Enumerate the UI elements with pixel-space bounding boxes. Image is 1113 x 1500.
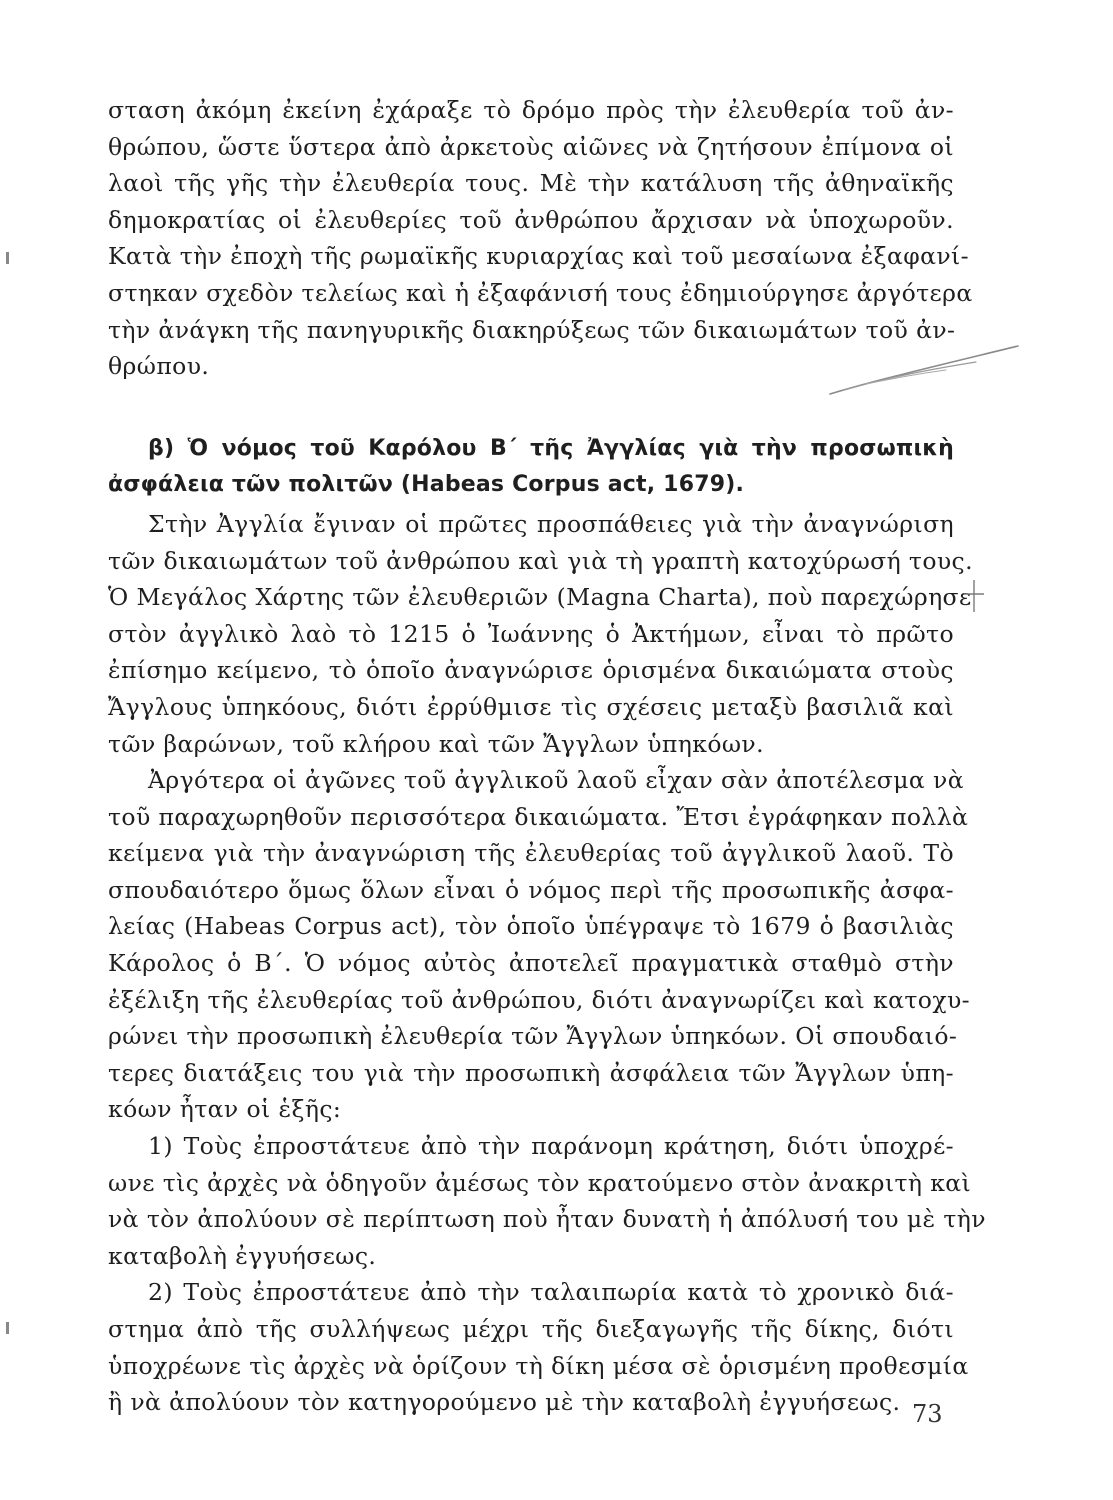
book-page [108,92,986,1421]
list-item-2 [108,1274,969,1420]
pencil-stroke-mark [826,340,1026,400]
text-line: ωνε τὶς ἀρχὲς νὰ ὁδηγοῦν ἀμέσως τὸν κρατούμενο στὸν ἀνακριτὴ καὶ [108,1168,972,1197]
text-line: ἢ νὰ ἀπολύουν τὸν κατηγορούμενο μὲ τὴν καταβολὴ ἐγγυήσεως. [108,1388,901,1417]
text-line: Ἄγγλους ὑπηκόους, διότι ἐρρύθμισε τὶς σχέσεις μεταξὺ βασιλιᾶ καὶ [108,692,954,721]
text-line: τῶν βαρώνων, τοῦ κλήρου καὶ τῶν Ἄγγλων ὑπηκόων. [108,729,764,758]
paragraph-3 [108,762,971,1128]
list-item-1 [108,1128,986,1274]
text-line: λαοὶ τῆς γῆς τὴν ἐλευθερία τους. Μὲ τὴν κατάλυση τῆς ἀθηναϊκῆς [108,169,954,198]
heading-line: ἀσφάλεια τῶν πολιτῶν (Habeas Corpus act, 1679). [108,472,745,498]
margin-plus-mark [962,578,986,614]
section-heading [108,431,954,504]
text-line: σταση ἀκόμη ἐκείνη ἐχάραξε τὸ δρόμο πρὸς τὴν ἐλευθερία τοῦ ἀν- [108,96,954,124]
text-line: δημοκρατίας οἱ ἐλευθερίες τοῦ ἀνθρώπου ἄρχισαν νὰ ὑποχωροῦν. [108,205,954,234]
text-line: τερες διατάξεις του γιὰ τὴν προσωπικὴ ἀσφάλεια τῶν Ἄγγλων ὑπη- [108,1058,954,1087]
text-line: Ὁ Μεγάλος Χάρτης τῶν ἐλευθεριῶν (Magna Charta), ποὺ παρεχώρησε [108,583,972,612]
text-line: 1) Τοὺς ἐπροστάτευε ἀπὸ τὴν παράνομη κράτηση, διότι ὑποχρέ- [148,1132,954,1161]
text-line: ρώνει τὴν προσωπικὴ ἐλευθερία τῶν Ἄγγλων ὑπηκόων. Οἱ σπουδαιό- [108,1022,958,1051]
text-line: τὴν ἀνάγκη τῆς πανηγυρικῆς διακηρύξεως τῶν δικαιωμάτων τοῦ ἀν- [108,315,956,344]
text-line: κείμενα γιὰ τὴν ἀναγνώριση τῆς ἐλευθερίας τοῦ ἀγγλικοῦ λαοῦ. Τὸ [108,839,954,868]
text-line: στημα ἀπὸ τῆς συλλήψεως μέχρι τῆς διεξαγωγῆς τῆς δίκης, διότι [108,1315,954,1343]
text-line: σπουδαιότερο ὅμως ὅλων εἶναι ὁ νόμος περὶ τῆς προσωπικῆς ἀσφα- [108,875,954,904]
text-line: στὸν ἀγγλικὸ λαὸ τὸ 1215 ὁ Ἰωάννης ὁ Ἀκτήμων, εἶναι τὸ πρῶτο [108,619,954,648]
text-line: ἐξέλιξη τῆς ἐλευθερίας τοῦ ἀνθρώπου, διότι ἀναγνωρίζει καὶ κατοχυ- [108,985,971,1014]
text-line: λείας (Habeas Corpus act), τὸν ὁποῖο ὑπέγραψε τὸ 1679 ὁ βασιλιὰς [108,912,954,941]
margin-speck [6,252,9,264]
page-number: 73 [912,1400,943,1428]
text-line: στηκαν σχεδὸν τελείως καὶ ἡ ἐξαφάνισή τους ἐδημιούργησε ἀργότερα [108,278,973,307]
text-line: Στὴν Ἀγγλία ἔγιναν οἱ πρῶτες προσπάθειες γιὰ τὴν ἀναγνώριση [148,509,954,538]
text-line: Κατὰ τὴν ἐποχὴ τῆς ρωμαϊκῆς κυριαρχίας καὶ τοῦ μεσαίωνα ἐξαφανί- [108,242,969,271]
text-line: ἐπίσημο κείμενο, τὸ ὁποῖο ἀναγνώρισε ὁρισμένα δικαιώματα στοὺς [108,656,954,685]
text-line: κόων ἦταν οἱ ἑξῆς: [108,1095,342,1124]
heading-line: β) Ὁ νόμος τοῦ Καρόλου Β΄ τῆς Ἀγγλίας γιὰ τὴν προσωπικὴ [148,435,954,461]
text-line: καταβολὴ ἐγγυήσεως. [108,1241,377,1270]
text-line: ὑποχρέωνε τὶς ἀρχὲς νὰ ὁρίζουν τὴ δίκη μέσα σὲ ὁρισμένη προθεσμία [108,1351,969,1380]
text-line: Ἀργότερα οἱ ἀγῶνες τοῦ ἀγγλικοῦ λαοῦ εἶχαν σὰν ἀποτέλεσμα νὰ [148,766,964,795]
text-line: νὰ τὸν ἀπολύουν σὲ περίπτωση ποὺ ἦταν δυνατὴ ἡ ἀπόλυσή του μὲ τὴν [108,1205,986,1234]
text-line: 2) Τοὺς ἐπροστάτευε ἀπὸ τὴν ταλαιπωρία κατὰ τὸ χρονικὸ διά- [148,1278,954,1307]
text-line: Κάρολος ὁ Β΄. Ὁ νόμος αὐτὸς ἀποτελεῖ πραγματικὰ σταθμὸ στὴν [108,949,954,978]
text-line: θρώπου. [108,352,210,381]
text-line: τῶν δικαιωμάτων τοῦ ἀνθρώπου καὶ γιὰ τὴ γραπτὴ κατοχύρωσή τους. [108,546,973,575]
margin-speck [6,1322,9,1334]
paragraph-2 [108,506,973,762]
text-line: τοῦ παραχωρηθοῦν περισσότερα δικαιώματα. Ἔτσι ἐγράφηκαν πολλὰ [108,802,969,831]
text-line: θρώπου, ὥστε ὕστερα ἀπὸ ἀρκετοὺς αἰῶνες νὰ ζητήσουν ἐπίμονα οἱ [108,132,954,161]
